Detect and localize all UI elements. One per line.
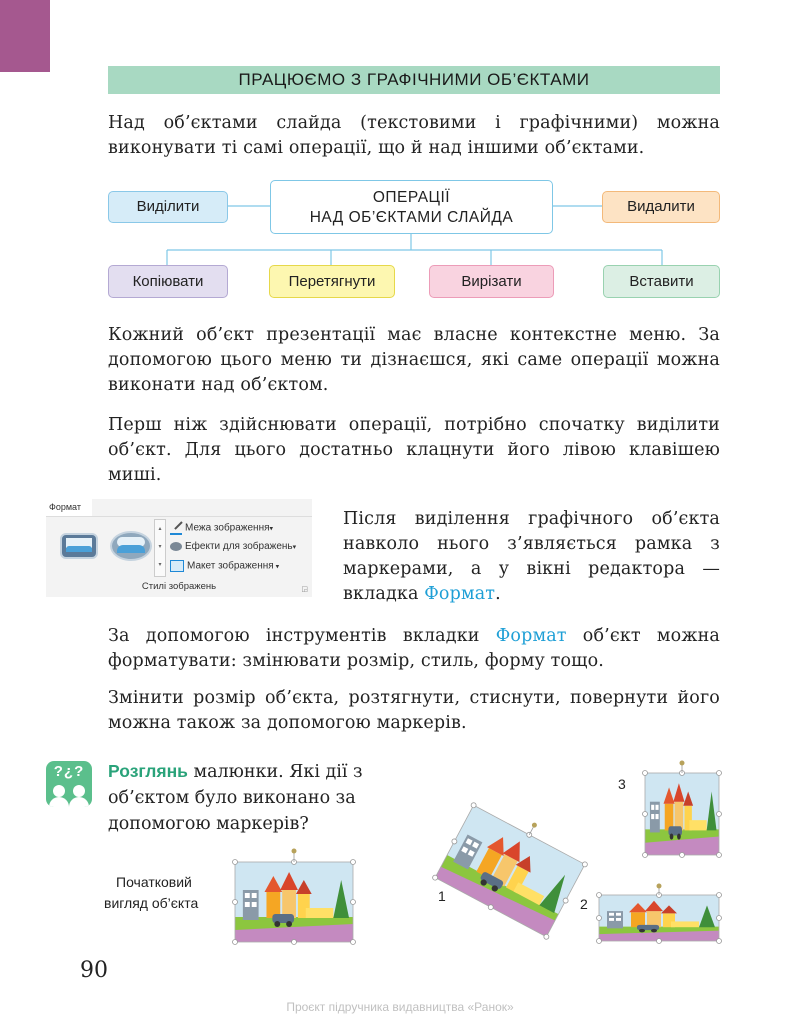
selection-handles [229, 846, 359, 946]
center-line-1: ОПЕРАЦІЇ [372, 189, 451, 206]
task-keyword: Розглянь [108, 761, 188, 781]
op-copy: Копіювати [108, 265, 228, 298]
section-title: ПРАЦЮЄМО З ГРАФІЧНИМИ ОБ’ЄКТАМИ [108, 66, 720, 94]
think-task-icon: ?¿? [46, 761, 92, 807]
pen-icon [170, 521, 182, 535]
picture-style-1-icon[interactable] [60, 533, 98, 559]
paragraph-select-object: Перш ніж здійснювати операції, потрібно спочатку виділити об’єкт. Для цього достатньо клацнути його лівою клавішею миші. [108, 415, 720, 485]
label-number-3: 3 [618, 776, 626, 792]
initial-image [235, 862, 353, 942]
op-paste: Вставити [603, 265, 720, 298]
effects-icon [170, 542, 182, 551]
paragraph-context-menu: Кожний об’єкт презентації має власне контекстне меню. За допомогою цього меню ти дізнаєшся, які саме операції можна виконати над об’єктом. [108, 325, 720, 395]
picture-effects-item[interactable]: Ефекти для зображень▾ [170, 541, 296, 552]
label-number-2: 2 [580, 896, 588, 912]
picture-border-item[interactable]: Межа зображення▾ [170, 521, 273, 535]
initial-label-line1: Початковий [116, 874, 192, 890]
center-line-2: НАД ОБ’ЄКТАМИ СЛАЙДА [309, 209, 514, 226]
footer-note: Проєкт підручника видавництва «Ранок» [286, 1000, 514, 1014]
label-number-1: 1 [438, 888, 446, 904]
format-ribbon [46, 499, 312, 597]
ribbon-tab-format[interactable]: Формат [46, 499, 92, 516]
intro-paragraph: Над об’єктами слайда (текстовими і графічними) можна виконувати ті самі операції, що й над іншими об’єктами. [108, 113, 720, 158]
rotated-image [435, 805, 585, 937]
paragraph-format-tab: Після виділення графічного об’єкта навколо нього з’являється рамка з маркерами, а у вікні редактора — вкладка Формат. [343, 509, 720, 604]
styles-scrollbar[interactable]: ▴ ▾ ▾ [154, 519, 166, 577]
op-cut: Вирізати [429, 265, 554, 298]
op-select: Виділити [108, 191, 228, 223]
operations-center-box [270, 180, 553, 234]
op-delete: Видалити [602, 191, 720, 223]
op-drag: Перетягнути [269, 265, 395, 298]
rotated-selection-handles [428, 788, 597, 944]
flattened-image [599, 895, 719, 941]
format-link-2: Формат [495, 626, 567, 646]
dialog-launcher-icon[interactable]: ◲ [301, 586, 308, 593]
page-corner-tab [0, 0, 50, 72]
paragraph-markers: Змінити розмір об’єкта, розтягнути, стиснути, повернути його можна також за допомогою маркерів. [108, 688, 720, 733]
format-link: Формат [424, 584, 496, 604]
layout-icon [170, 560, 184, 572]
picture-style-2-icon[interactable] [110, 531, 152, 561]
flattened-selection-handles [594, 882, 724, 946]
squeezed-selection-handles [640, 758, 724, 860]
paragraph-format-tools: За допомогою інструментів вкладки Формат об’єкт можна форматувати: змінювати розмір, стиль, форму тощо. [108, 626, 720, 671]
ribbon-group-label: Стилі зображень [141, 581, 217, 592]
page-number: 90 [80, 958, 108, 983]
task-text: Розглянь малюнки. Які дії з об’єктом було виконано за допомогою маркерів? [108, 761, 363, 834]
picture-layout-item[interactable]: Макет зображення ▾ [170, 560, 279, 572]
squeezed-image [645, 773, 719, 855]
initial-label-line2: вигляд об’єкта [104, 895, 199, 911]
